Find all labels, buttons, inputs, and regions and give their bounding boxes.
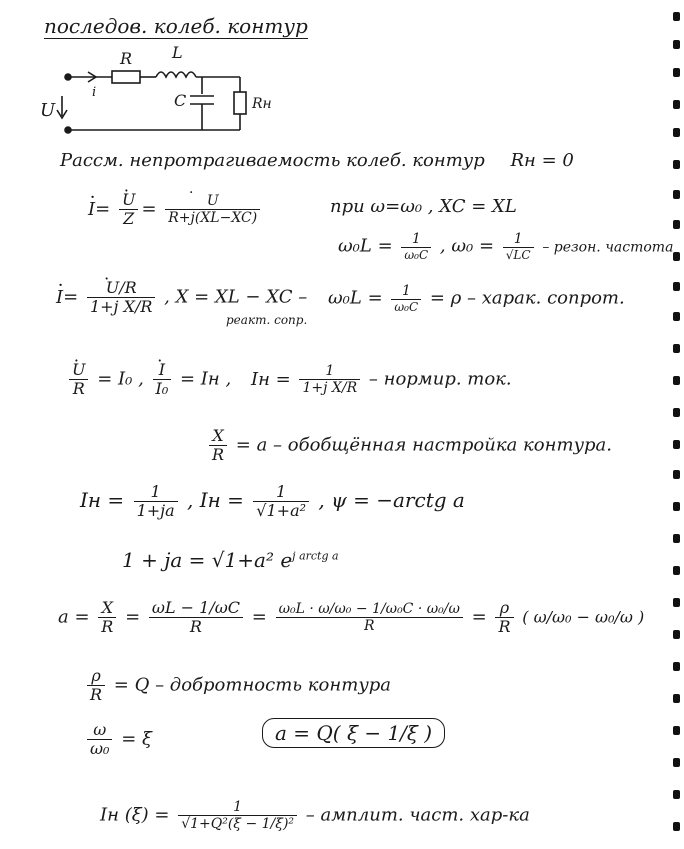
circuit-u-label: U	[40, 100, 56, 121]
formula-normalized-current: · I= · $\frac{U/R}{\text{1+j X/R}}$ , X = XL − XC –	[56, 280, 307, 315]
formula-detuning-expansion: a = $\frac{X}{R}$ = $\frac{\omega L - 1/\omega C}{R}$ = $\frac{\text{ω₀L · ω/ω₀ − 1/ω₀C · ω₀/ω}}{R}$ = $\frac{\rho}{R}$ ( ω/ω₀ − ω₀/ω )	[58, 598, 645, 636]
circuit-i-label: i	[92, 85, 97, 100]
text-line-1	[60, 152, 574, 170]
formula-exponential-form: 1 + ja = √1+a² $e^{j arctg a}$	[122, 548, 339, 572]
notebook-binding-holes	[668, 0, 684, 849]
formula-normalized-definitions: · $\frac{U}{R}$ = I₀ , · $\frac{I}{\text{I₀}}$ = Iн , Iн = $\frac{1}{\text{1+j X/R}}$ – нормир. ток.	[66, 362, 512, 397]
amplitude-frequency-characteristic: Iн (ξ) = $\frac{1}{\text{√1+Q²(ξ − 1/ξ)²}}$ – амплит. част. хар-ка	[100, 799, 530, 832]
characteristic-resistance-formula: ω₀L = $\frac{1}{\text{ω₀C}}$ = ρ – харак. сопрот.	[328, 283, 625, 314]
reactive-resistance-note: реакт. сопр.	[226, 313, 308, 327]
series-rlc-circuit-diagram	[40, 44, 300, 144]
formula-current-impedance: · I= · $\frac{U}{Z}$ = · $\frac{U}{R+j(XL-XC)}$	[88, 192, 263, 227]
circuit-c-label: C	[174, 91, 187, 110]
relative-frequency-definition: $\frac{\omega}{\text{ω₀}}$ = ξ	[84, 722, 152, 757]
circuit-r-label: R	[120, 49, 133, 68]
boxed-detuning-formula: a = Q( ξ − 1/ξ )	[262, 718, 445, 748]
consider-text: Рассм. непротрагиваемость колеб. контур	[60, 150, 485, 171]
resonance-condition: при ω=ω₀ , XC = XL	[330, 196, 517, 217]
page-title: последов. колеб. контур	[44, 14, 308, 38]
rn-zero: Rн = 0	[510, 150, 574, 171]
circuit-rn-label: Rн	[252, 96, 272, 112]
resonance-frequency-formula: ω₀L = $\frac{1}{\text{ω₀C}}$ , ω₀ = $\frac{1}{√LC}$ – резон. частота	[338, 231, 674, 262]
generalized-detuning-definition: $\frac{X}{R}$ = a – обобщённая настройка контура.	[206, 428, 612, 463]
formula-current-magnitude-phase: Iн = $\frac{1}{1+ja}$ , Iн = $\frac{1}{\text{√1+a²}}$ , ψ = −arctg a	[80, 482, 465, 520]
circuit-l-label: L	[172, 44, 183, 62]
quality-factor-definition: $\frac{\rho}{R}$ = Q – добротность контура	[84, 668, 391, 703]
